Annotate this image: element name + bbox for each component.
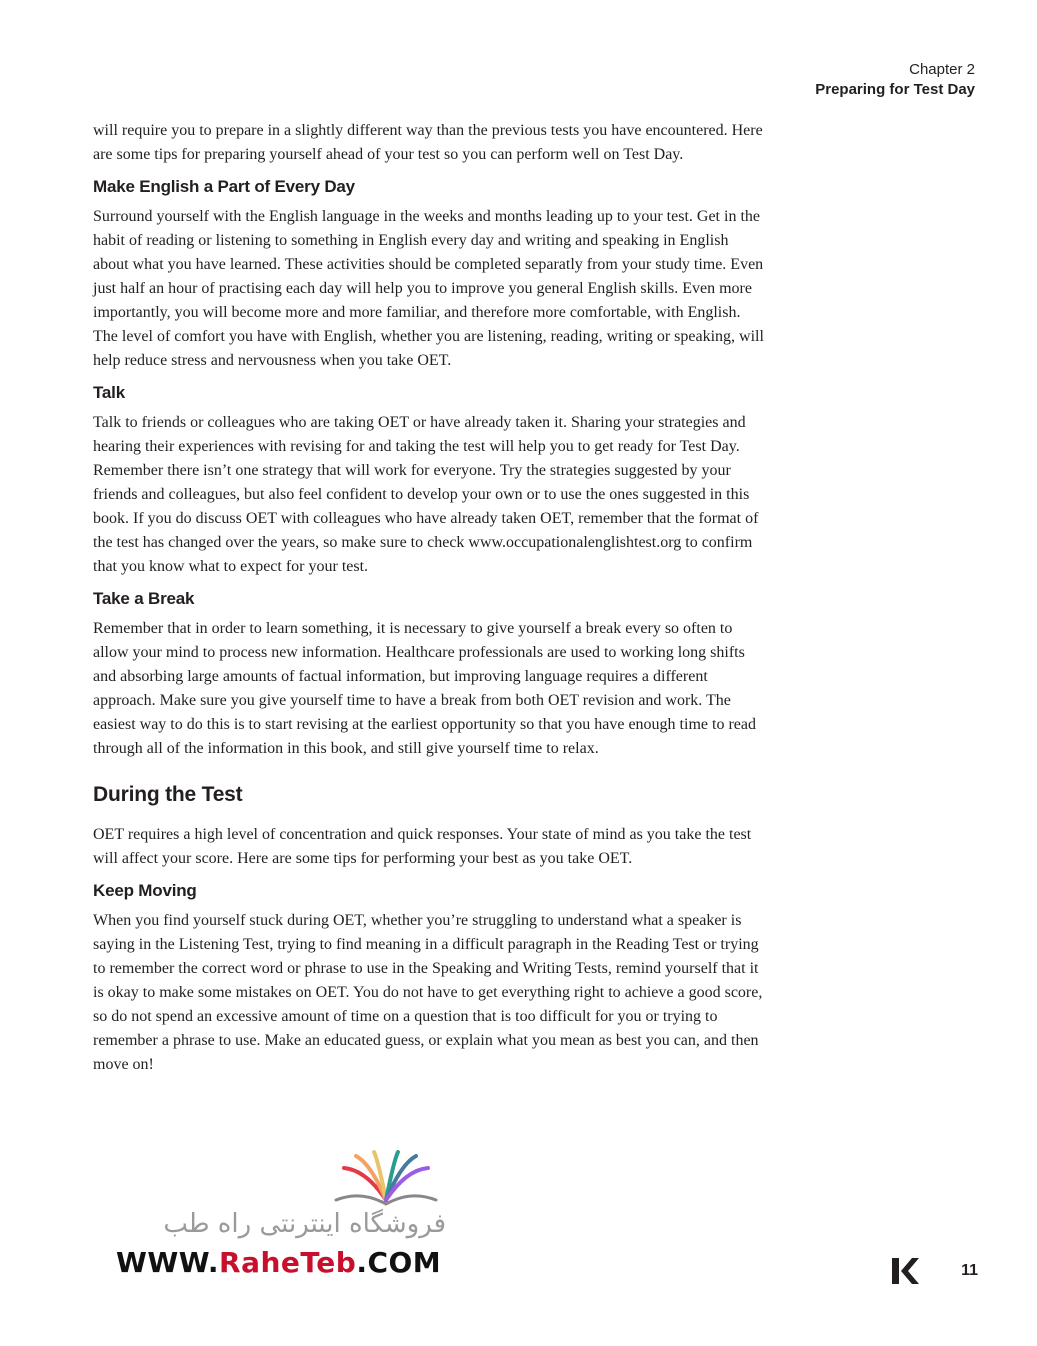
intro-paragraph: will require you to prepare in a slightly different way than the previous tests you have encountered. Here are some tips for preparing yourself ahead of your test so you can perform well on Test Day. (93, 122, 763, 163)
running-head (815, 60, 975, 100)
page-body (93, 119, 765, 1077)
section-heading: Talk (93, 383, 125, 402)
section-heading: Take a Break (93, 589, 195, 608)
chapter-label: Chapter 2 (909, 61, 975, 78)
kaplan-k-icon (890, 1257, 920, 1285)
section-during-the-test (93, 781, 765, 1077)
section-heading: Keep Moving (93, 881, 197, 900)
section-paragraph: When you find yourself stuck during OET, whether you’re struggling to understand what a speaker is saying in the Listening Test, trying to find meaning in a difficult paragraph in the Reading Test or trying to remember the correct word or phrase to use in the Speaking and Writing Tests, remind yourself that it is okay to make some mistakes on OET. You do not have to get everything right to achieve a good score, so do not spend an excessive amount of time on a question that is too difficult for you or trying to remember a phrase to use. Make an educated guess, or explain what you mean as best you can, and then move on! (93, 912, 763, 1073)
website-suffix: .COM (356, 1246, 442, 1279)
store-name-persian: فروشگاه اینترنتی راه طب (163, 1209, 446, 1239)
section-paragraph: Talk to friends or colleagues who are taking OET or have already taken it. Sharing your strategies and hearing their experiences with revising for and taking the test will help you to get ready for Test Day. Remember there isn’t one strategy that will work for everyone. Try the strategies suggested by your friends and colleagues, but also feel confident to develop your own or to use the ones suggested in this book. If you do discuss OET with colleagues who have already taken OET, remember that the format of the test has changed over the years, so make sure to check www.occupationalenglishtest.org to confirm that you know what to expect for your test. (93, 414, 759, 575)
section-take-a-break (93, 587, 765, 761)
open-book-icon (326, 1150, 446, 1210)
website-prefix: WWW. (116, 1246, 220, 1279)
section-paragraph: Surround yourself with the English language in the weeks and months leading up to your test. Get in the habit of reading or listening to something in English every day and writing and speaking in English about what you have learned. These activities should be completed separatly from your study time. Even just half an hour of practising each day will help you to improve you general English skills. Even more importantly, you will become more and more familiar, and therefore more comfortable, with English. The level of comfort you have with English, whether you are listening, reading, writing or speaking, will help reduce stress and nervousness when you take OET. (93, 208, 764, 369)
section-english-every-day (93, 175, 765, 373)
section-paragraph: Remember that in order to learn something, it is necessary to give yourself a break every so often to allow your mind to process new information. Healthcare professionals are used to working long shifts and absorbing large amounts of factual information, but improving language requires a different approach. Make sure you give yourself time to have a break from both OET revision and work. The easiest way to do this is to start revising at the earliest opportunity so that you have enough time to read through all of the information in this book, and still give yourself time to relax. (93, 620, 756, 757)
store-website (116, 1246, 446, 1280)
section-paragraph: OET requires a high level of concentration and quick responses. Your state of mind as you take the test will affect your score. Here are some tips for performing your best as you take OET. (93, 826, 752, 867)
store-watermark (116, 1150, 446, 1285)
section-talk (93, 381, 765, 579)
page-number: 11 (961, 1262, 978, 1279)
website-brand: RaheTeb (219, 1246, 357, 1279)
chapter-title: Preparing for Test Day (815, 81, 975, 98)
major-heading: During the Test (93, 783, 243, 806)
section-heading: Make English a Part of Every Day (93, 177, 355, 196)
